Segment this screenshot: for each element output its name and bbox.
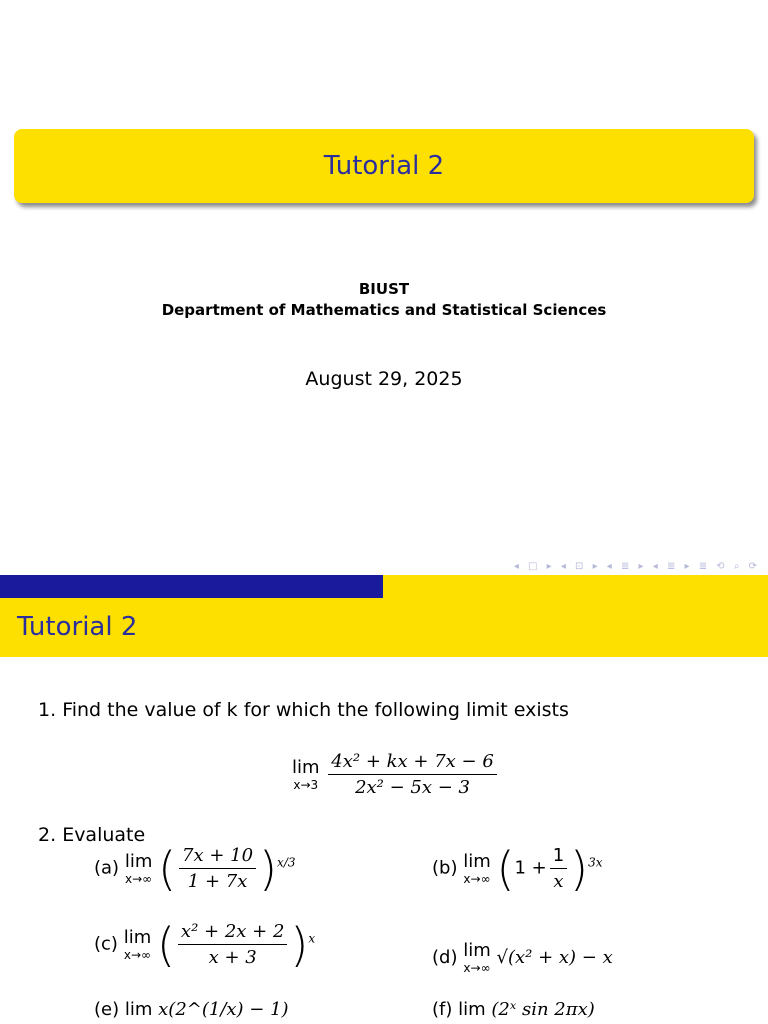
part-e-label: (e) [94, 999, 120, 1020]
header-bar-blue [0, 575, 383, 598]
limit-operator: lim x→3 [292, 756, 320, 792]
question-1 [38, 699, 569, 721]
limit-fraction [328, 751, 497, 798]
question-1-number: 1. [38, 699, 57, 721]
institution-name: BIUST [358, 280, 410, 298]
part-e: (e) lim x(2^(1/x) − 1) [94, 999, 289, 1020]
frame-title-bar [0, 598, 768, 657]
part-a-label: (a) [94, 857, 120, 879]
exercise-slide [0, 575, 768, 1024]
header-bar-yellow [383, 575, 768, 598]
presentation-date: August 29, 2025 [305, 368, 463, 390]
question-2 [38, 824, 145, 846]
part-f: (f) lim (2ˣ sin 2πx) [432, 999, 595, 1020]
title-banner [14, 129, 754, 203]
institute-block [0, 279, 768, 321]
frame-title: Tutorial 2 [17, 612, 138, 642]
question-2-text: Evaluate [62, 824, 146, 846]
beamer-navigation-controls[interactable]: ◂ □ ▸ ◂ ⊡ ▸ ◂ ≣ ▸ ◂ ≣ ▸ ≣ ⟲ ⌕ ⟳ [513, 561, 760, 572]
part-f-label: (f) [432, 999, 453, 1020]
denominator: 2x² − 5x − 3 [355, 777, 470, 798]
part-c-label: (c) [94, 933, 118, 955]
slide-title: Tutorial 2 [323, 151, 445, 181]
part-b: (b) lim x→∞ (1 + $\frac{1}{x}$ )$^{3x}$ [432, 841, 603, 896]
department-name: Department of Mathematics and Statistical Sciences [161, 301, 607, 319]
part-b-label: (b) [432, 857, 458, 879]
part-d-label: (d) [432, 947, 458, 968]
question-1-text: Find the value of k for which the following limit exists [62, 699, 569, 721]
numerator: 4x² + kx + 7x − 6 [328, 751, 497, 775]
question-1-limit [292, 751, 500, 798]
part-c: (c) lim x→∞ ( $\frac{\text{x² + 2x + 2}}{x + 3}$ )$^x$ [94, 917, 316, 972]
question-2-number: 2. [38, 824, 57, 846]
part-a: (a) lim x→∞ ( $\frac{7x + 10}{1 + 7x}$ )$^{x/3}$ [94, 841, 296, 896]
part-d: (d) lim x→∞ √(x² + x) − x [432, 940, 613, 975]
